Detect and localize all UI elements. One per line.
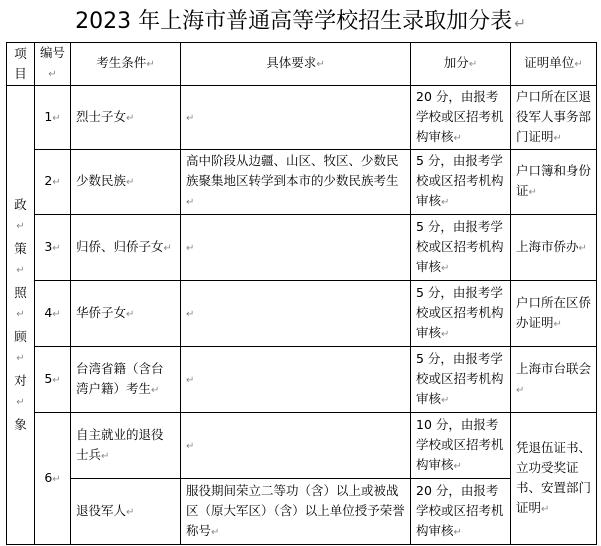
bonus-cell: 5 分，由报考学校或区招考机构审核↵ (411, 215, 511, 281)
bonus-cell: 10 分，由报考学校或区招考机构审核↵ (411, 413, 511, 479)
bonus-cell: 5 分，由报考学校或区招考机构审核↵ (411, 281, 511, 347)
row-number: 5↵ (35, 347, 71, 413)
requirement-cell: ↵ (181, 215, 411, 281)
header-requirement: 具体要求↵ (181, 43, 411, 86)
condition-cell: 少数民族↵ (71, 150, 181, 215)
condition-cell: 华侨子女↵ (71, 281, 181, 347)
bonus-cell: 20 分，由报考学校或区招考机构审核↵ (411, 86, 511, 150)
requirement-cell: ↵ (181, 413, 411, 479)
condition-cell: 归侨、归侨子女↵ (71, 215, 181, 281)
condition-cell: 自主就业的退役士兵↵ (71, 413, 181, 479)
table-row (7, 479, 597, 545)
bonus-cell: 20 分，由报考学校或区招考机构审核↵ (411, 479, 511, 545)
header-cert: 证明单位↵ (511, 43, 597, 86)
requirement-cell: ↵ (181, 347, 411, 413)
table-row (7, 215, 597, 281)
requirement-cell: 服役期间荣立二等功（含）以上或被战区（原大军区）（含）以上单位授予荣誉称号↵ (181, 479, 411, 545)
header-condition: 考生条件↵ (71, 43, 181, 86)
cert-cell: 上海市侨办↵ (511, 215, 597, 281)
return-mark-icon: ↵ (514, 16, 526, 32)
table-header-row (7, 43, 597, 86)
requirement-cell: ↵ (181, 86, 411, 150)
table-row (7, 150, 597, 215)
page-title (0, 4, 601, 40)
requirement-cell: 高中阶段从边疆、山区、牧区、少数民族聚集地区转学到本市的少数民族考生↵ (181, 150, 411, 215)
requirement-cell: ↵ (181, 281, 411, 347)
row-number: 1↵ (35, 86, 71, 150)
header-no: 编号↵ (35, 43, 71, 86)
table-row (7, 86, 597, 150)
cert-cell: 户口所在区侨办证明↵ (511, 281, 597, 347)
cert-cell: 户口所在区退役军人事务部门证明↵ (511, 86, 597, 150)
row-number: 3↵ (35, 215, 71, 281)
condition-cell: 退役军人↵ (71, 479, 181, 545)
header-item: 项目 (7, 43, 35, 86)
row-number: 2↵ (35, 150, 71, 215)
bonus-cell: 5 分，由报考学校或区招考机构审核↵ (411, 347, 511, 413)
cert-cell: 凭退伍证书、立功受奖证书、安置部门证明↵ (511, 413, 597, 545)
table-row (7, 347, 597, 413)
condition-cell: 烈士子女↵ (71, 86, 181, 150)
row-number: 6↵ (35, 413, 71, 545)
header-bonus: 加分↵ (411, 43, 511, 86)
table-row (7, 281, 597, 347)
condition-cell: 台湾省籍（含台湾户籍）考生↵ (71, 347, 181, 413)
category-cell: 政 ↵ 策 ↵ 照 ↵ 顾 ↵ 对 ↵ 象 (7, 86, 35, 545)
cert-cell: 上海市台联会↵ (511, 347, 597, 413)
table-row (7, 413, 597, 479)
page-title-text: 2023 年上海市普通高等学校招生录取加分表 (75, 9, 513, 34)
bonus-cell: 5 分，由报考学校或区招考机构审核↵ (411, 150, 511, 215)
bonus-points-table (6, 42, 597, 545)
row-number: 4↵ (35, 281, 71, 347)
cert-cell: 户口簿和身份证↵ (511, 150, 597, 215)
